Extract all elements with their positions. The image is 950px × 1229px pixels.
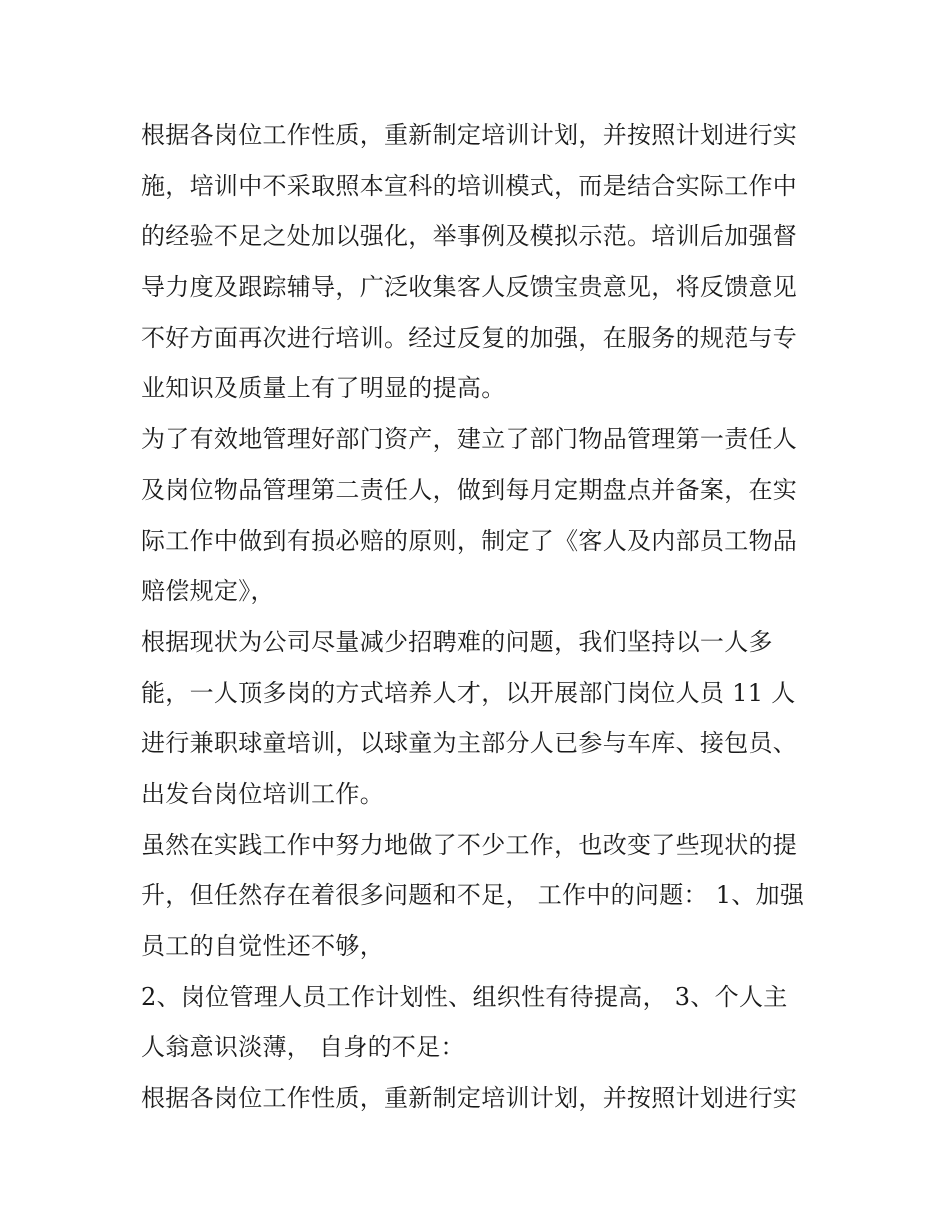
text-line: 人翁意识淡薄， 自身的不足： bbox=[141, 1033, 465, 1062]
text-line: 的经验不足之处加以强化，举事例及模拟示范。培训后加强督 bbox=[141, 222, 798, 251]
text-line: 赔偿规定》， bbox=[141, 577, 275, 606]
text-line: 能，一人顶多岗的方式培养人才，以开展部门岗位人员 11 人 bbox=[141, 678, 796, 707]
text-line: 施，培训中不采取照本宣科的培训模式，而是结合实际工作中 bbox=[141, 171, 798, 200]
text-line: 出发台岗位培训工作。 bbox=[141, 779, 384, 808]
text-line: 升，但任然存在着很多问题和不足， 工作中的问题： 1、加强 bbox=[141, 881, 805, 910]
text-line: 为了有效地管理好部门资产，建立了部门物品管理第一责任人 bbox=[141, 425, 798, 454]
text-line: 根据各岗位工作性质，重新制定培训计划，并按照计划进行实 bbox=[141, 1084, 798, 1113]
text-line: 及岗位物品管理第二责任人，做到每月定期盘点并备案，在实 bbox=[141, 475, 798, 504]
text-line: 虽然在实践工作中努力地做了不少工作，也改变了些现状的提 bbox=[141, 830, 798, 859]
text-line: 际工作中做到有损必赔的原则，制定了《客人及内部员工物品 bbox=[141, 526, 798, 555]
text-line: 员工的自觉性还不够， bbox=[141, 932, 384, 960]
text-line: 业知识及质量上有了明显的提高。 bbox=[141, 374, 506, 403]
text-line: 进行兼职球童培训，以球童为主部分人已参与车库、接包员、 bbox=[141, 729, 798, 758]
text-line: 根据现状为公司尽量减少招聘难的问题，我们坚持以一人多 bbox=[141, 627, 773, 656]
text-line: 不好方面再次进行培训。经过反复的加强，在服务的规范与专 bbox=[141, 323, 798, 352]
document-body bbox=[141, 110, 813, 1124]
text-line: 导力度及跟踪辅导，广泛收集客人反馈宝贵意见，将反馈意见 bbox=[141, 273, 798, 302]
text-line: 根据各岗位工作性质，重新制定培训计划，并按照计划进行实 bbox=[141, 121, 798, 149]
text-line: 2、岗位管理人员工作计划性、组织性有待提高， 3、个人主 bbox=[141, 982, 788, 1011]
